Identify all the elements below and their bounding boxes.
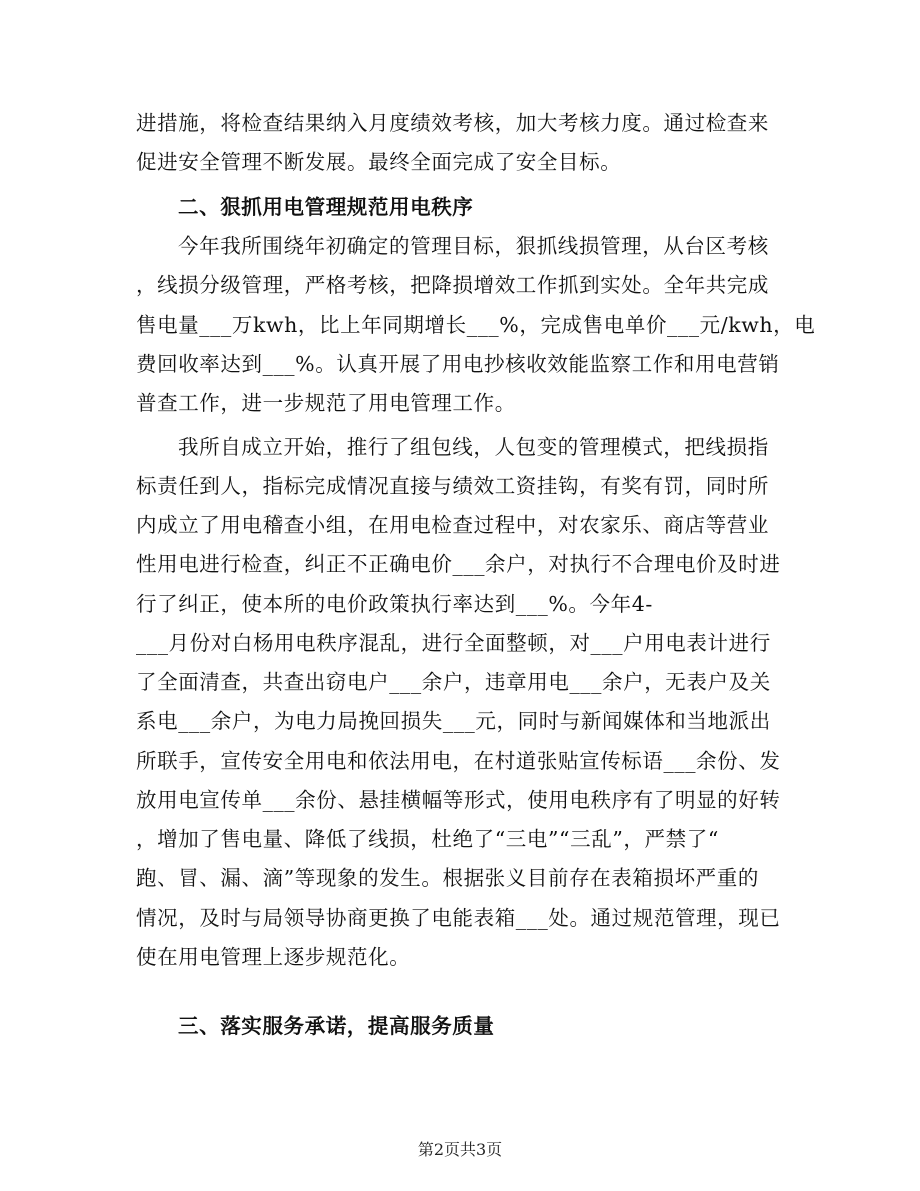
paragraph-line: 情况，及时与局领导协商更换了电能表箱___处。通过规范管理，现已: [136, 906, 781, 930]
paragraph-line: 跑、冒、漏、滴”等现象的发生。根据张义目前存在表箱损坏严重的: [136, 866, 759, 890]
paragraph-line: 费回收率达到___%。认真开展了用电抄核收效能监察工作和用电营销: [136, 352, 780, 376]
paragraph-line: 售电量___万kwh，比上年同期增长___%，完成售电单价___元/kwh，电: [136, 313, 816, 337]
paragraph-line: 系电___余户，为电力局挽回损失___元，同时与新闻媒体和当地派出: [136, 709, 771, 733]
paragraph-line: 今年我所围绕年初确定的管理目标，狠抓线损管理，从台区考核: [178, 234, 769, 258]
paragraph-line: 内成立了用电稽查小组，在用电检查过程中，对农家乐、商店等营业: [136, 513, 769, 537]
paragraph-line: 标责任到人，指标完成情况直接与绩效工资挂钩，有奖有罚，同时所: [136, 474, 769, 498]
paragraph-line: 放用电宣传单___余份、悬挂横幅等形式，使用电秩序有了明显的好转: [136, 788, 781, 812]
paragraph-line: 促进安全管理不断发展。最终全面完成了安全目标。: [136, 150, 622, 174]
paragraph-line: 普查工作，进一步规范了用电管理工作。: [136, 391, 516, 415]
paragraph-line: 使在用电管理上逐步规范化。: [136, 945, 411, 969]
paragraph-line: 性用电进行检查，纠正不正确电价___余户，对执行不合理电价及时进: [136, 552, 781, 576]
paragraph-line: 进措施，将检查结果纳入月度绩效考核，加大考核力度。通过检查来: [136, 111, 769, 135]
section-heading-3: 三、落实服务承诺，提高服务质量: [178, 1014, 495, 1038]
paragraph-line: 了全面清查，共查出窃电户___余户，违章用电___余户，无表户及关: [136, 670, 771, 694]
paragraph-line: ，线损分级管理，严格考核，把降损增效工作抓到实处。全年共完成: [136, 273, 769, 297]
paragraph-line: ___月份对白杨用电秩序混乱，进行全面整顿，对___户用电表计进行: [136, 631, 771, 655]
paragraph-line: 行了纠正，使本所的电价政策执行率达到___%。今年4-: [136, 592, 653, 616]
page-number: 第2页共3页: [417, 1140, 503, 1159]
paragraph-line: 所联手，宣传安全用电和依法用电，在村道张贴宣传标语___余份、发: [136, 749, 781, 773]
section-heading-2: 二、狠抓用电管理规范用电秩序: [178, 195, 474, 219]
paragraph-line: ，增加了售电量、降低了线损，杜绝了“三电”“三乱”，严禁了“: [136, 827, 719, 851]
paragraph-line: 我所自成立开始，推行了组包线，人包变的管理模式，把线损指: [178, 435, 769, 459]
